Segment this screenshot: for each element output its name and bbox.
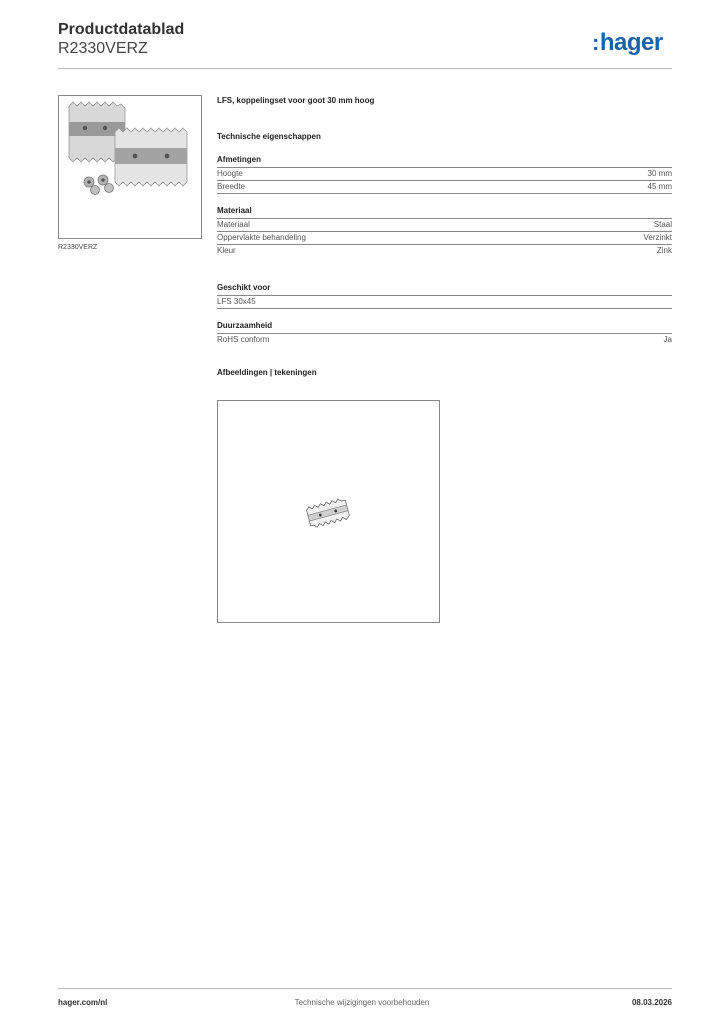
product-title: LFS, koppelingset voor goot 30 mm hoog [217, 96, 375, 105]
spec-label: Oppervlakte behandeling [217, 233, 306, 242]
hager-logo [592, 29, 663, 57]
section-heading: Afmetingen [217, 155, 672, 168]
spec-value: Verzinkt [643, 233, 672, 242]
footer-divider [58, 988, 672, 989]
spec-label: Kleur [217, 246, 236, 255]
section-heading: Materiaal [217, 206, 672, 219]
spec-row [217, 181, 672, 194]
spec-row [217, 245, 672, 257]
coupling-set-photo [59, 96, 201, 238]
screws-icon [84, 175, 114, 195]
section-material [217, 206, 672, 257]
footer-website-link[interactable]: hager.com/nl [58, 998, 108, 1007]
drawings-heading: Afbeeldingen | tekeningen [217, 368, 317, 377]
spec-label: Materiaal [217, 220, 250, 229]
footer-disclaimer: Technische wijzigingen voorbehouden [294, 998, 430, 1007]
technical-properties-heading: Technische eigenschappen [217, 132, 321, 141]
spec-label: Hoogte [217, 169, 243, 178]
logo-dots-icon: : [592, 30, 599, 55]
section-heading: Duurzaamheid [217, 321, 672, 334]
header-divider [58, 68, 672, 69]
product-image [58, 95, 202, 239]
logo-text: hager [599, 29, 663, 56]
spec-row [217, 334, 672, 346]
spec-value: Ja [663, 335, 672, 344]
technical-drawing [217, 400, 440, 623]
article-number: R2330VERZ [58, 40, 148, 57]
footer-date: 08.03.2026 [631, 998, 672, 1007]
coupling-plate-drawing [218, 401, 439, 622]
spec-value: Zink [656, 246, 672, 255]
spec-label: Breedte [217, 182, 246, 191]
spec-label: LFS 30x45 [217, 297, 256, 306]
spec-value: Staal [653, 220, 672, 229]
spec-row [217, 232, 672, 245]
product-details [217, 96, 672, 377]
spec-value: 30 mm [647, 169, 672, 178]
page-title: Productdatablad [58, 21, 185, 38]
section-suitable-for [217, 283, 672, 309]
section-dimensions [217, 155, 672, 194]
section-heading: Geschikt voor [217, 283, 672, 296]
coupling-plate-front [115, 128, 187, 186]
spec-label: RoHS conform [217, 335, 270, 344]
spec-value: 45 mm [647, 182, 672, 191]
section-sustainability [217, 321, 672, 346]
spec-row [217, 296, 672, 309]
spec-row [217, 219, 672, 232]
product-image-caption: R2330VERZ [58, 244, 98, 251]
spec-row [217, 168, 672, 181]
